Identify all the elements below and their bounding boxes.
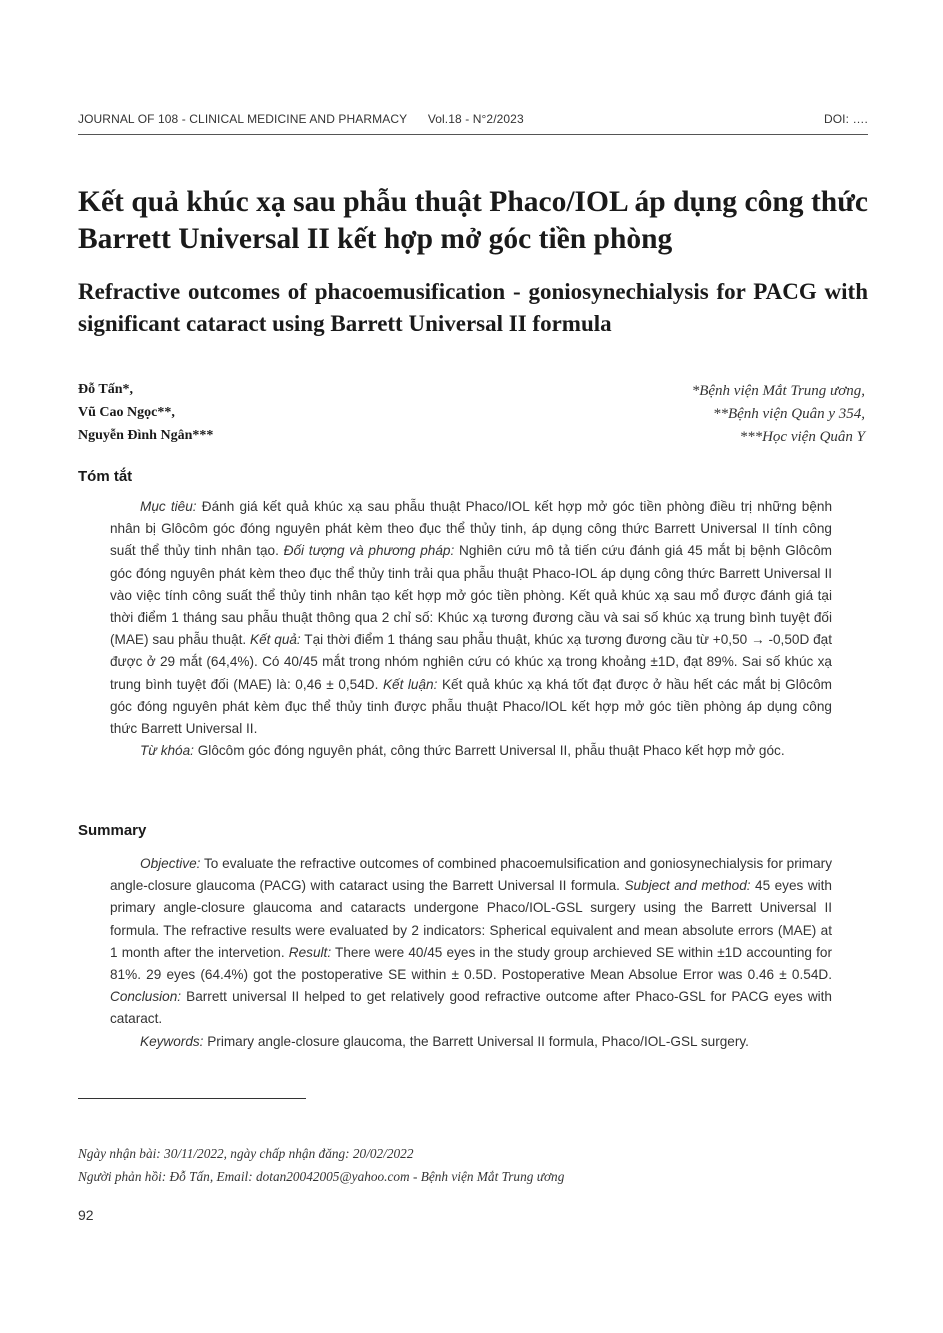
method-text: 45 eyes with primary angle-closure glaucoma and cataracts undergone Phaco/IOL-GSL surgery using the Barrett Universal II formula. The refractive results were evaluated by 2 indicators: Spherical equivalent and mean absolute errors (MAE) at 1 month after the intervetion.: [110, 878, 832, 960]
keywords-label: Từ khóa:: [140, 743, 194, 759]
keywords-vn-paragraph: [110, 740, 832, 762]
result-label: Kết quả:: [250, 632, 301, 648]
footnote-dates: Ngày nhận bài: 30/11/2022, ngày chấp nhận đăng: 20/02/2022: [78, 1146, 414, 1161]
author-name: Đỗ Tấn*,: [78, 382, 133, 397]
conclusion-text: Kết quả khúc xạ khá tốt đạt được ở hầu hết các mắt bị Glôcôm góc đóng nguyên phát kèm đục thể thủy tinh được phẫu thuật Phaco/IOL kết hợp mở góc tiền phòng áp dụng công thức Barrett Universal II.: [110, 676, 832, 737]
author-name: Vũ Cao Ngọc**,: [78, 405, 175, 420]
header-journal-info: [78, 112, 524, 126]
page-number: 92: [78, 1207, 94, 1223]
journal-name: JOURNAL OF 108 - CLINICAL MEDICINE AND PHARMACY: [78, 112, 408, 126]
objective-label: Mục tiêu:: [140, 499, 197, 514]
abstract-vn-heading: Tóm tắt: [78, 468, 133, 485]
result-label: Result:: [288, 944, 332, 960]
author-list: [78, 378, 213, 447]
affiliation: ***Học viện Quân Y: [739, 429, 865, 445]
abstract-en-heading: Summary: [78, 822, 147, 839]
affiliation: **Bệnh viện Quân y 354,: [712, 406, 865, 422]
author-name: Nguyễn Đình Ngân***: [78, 428, 214, 443]
objective-text: To evaluate the refractive outcomes of combined phacoemulsification and goniosynechialysis for primary angle-closure glaucoma (PACG) with cataract using the Barrett Universal II formula.: [110, 856, 832, 894]
header-rule: [78, 134, 868, 135]
keywords-label: Keywords:: [140, 1033, 204, 1049]
method-label: Đối tượng và phương pháp:: [283, 543, 455, 559]
footnote-correspondence: Người phản hồi: Đỗ Tấn, Email: dotan20042005@yahoo.com - Bệnh viện Mắt Trung ương: [78, 1169, 565, 1184]
conclusion-label: Kết luận:: [382, 676, 438, 692]
title-vietnamese: Kết quả khúc xạ sau phẫu thuật Phaco/IOL áp dụng công thức Barrett Universal II kết hợp mở góc tiền phòng: [78, 186, 868, 255]
footnote-rule: [78, 1098, 306, 1099]
method-label: Subject and method:: [624, 878, 751, 894]
conclusion-text: Barrett universal II helped to get relatively good refractive outcome after Phaco-GSL for PACG eyes with cataract.: [110, 989, 832, 1027]
abstract-vn-body: [110, 496, 832, 762]
keywords-en-paragraph: [110, 1031, 832, 1053]
method-text: Nghiên cứu mô tả tiến cứu đánh giá 45 mắt bị bệnh Glôcôm góc đóng nguyên phát kèm theo đục thể thủy tinh trải qua phẫu thuật Phaco-IOL áp dụng công thức Barrett Universal II vào việc tính công suất thể thủy tinh nhân tạo kết hợp mở góc tiền phòng. Kết quả khúc xạ sau mổ được đánh giá tại thời điểm 1 tháng sau phẫu thuật thông qua 2 chỉ số: Khúc xạ tương đương cầu và sai số khúc xạ trung bình tuyệt đối (MAE) sau phẫu thuật.: [110, 543, 833, 648]
abstract-en-body: [110, 853, 832, 1053]
affiliation-list: [545, 380, 865, 449]
result-text: There were 40/45 eyes in the study group archieved SE within ±1D accounting for 81%. 29 eyes (64.4%) got the postoperative SE within ± 0.5D. Postoperative Mean Absolue Error was 0.46 ± 0.54D.: [110, 944, 832, 983]
objective-text: Đánh giá kết quả khúc xạ sau phẫu thuật Phaco/IOL kết hợp mở góc tiền phòng điều trị những bệnh nhân bị Glôcôm góc đóng nguyên phát kèm theo đục thể thủy tinh, áp dụng công thức Barrett Universal II tính công suất thể thủy tinh nhân tạo.: [110, 499, 833, 559]
abstract-vn-paragraph: [110, 496, 832, 740]
keywords-text: Glôcôm góc đóng nguyên phát, công thức Barrett Universal II, phẫu thuật Phaco kết hợp mở góc.: [193, 743, 785, 759]
conclusion-label: Conclusion:: [110, 989, 182, 1005]
affiliation: *Bệnh viện Mắt Trung ương,: [691, 383, 865, 399]
result-text: Tại thời điểm 1 tháng sau phẫu thuật, khúc xạ tương đương cầu từ +0,50 → -0,50D đạt được ở 29 mắt (64,4%). Có 40/45 mắt trong nhóm nghiên cứu có khúc xạ trong khoảng ±1D, đạt 89%. Sai số khúc xạ trung bình tuyệt đối (MAE) là: 0,46 ± 0,54D.: [110, 632, 832, 692]
journal-volume: Vol.18 - N°2/2023: [427, 112, 524, 126]
objective-label: Objective:: [140, 856, 201, 871]
header-doi: DOI: ….: [823, 112, 868, 126]
footnotes: [78, 1142, 564, 1188]
title-english: Refractive outcomes of phacoemusification - goniosynechialysis for PACG with significant cataract using Barrett Universal II formula: [78, 279, 868, 336]
abstract-en-paragraph: [110, 853, 832, 1031]
keywords-text: Primary angle-closure glaucoma, the Barrett Universal II formula, Phaco/IOL-GSL surgery.: [203, 1033, 749, 1049]
